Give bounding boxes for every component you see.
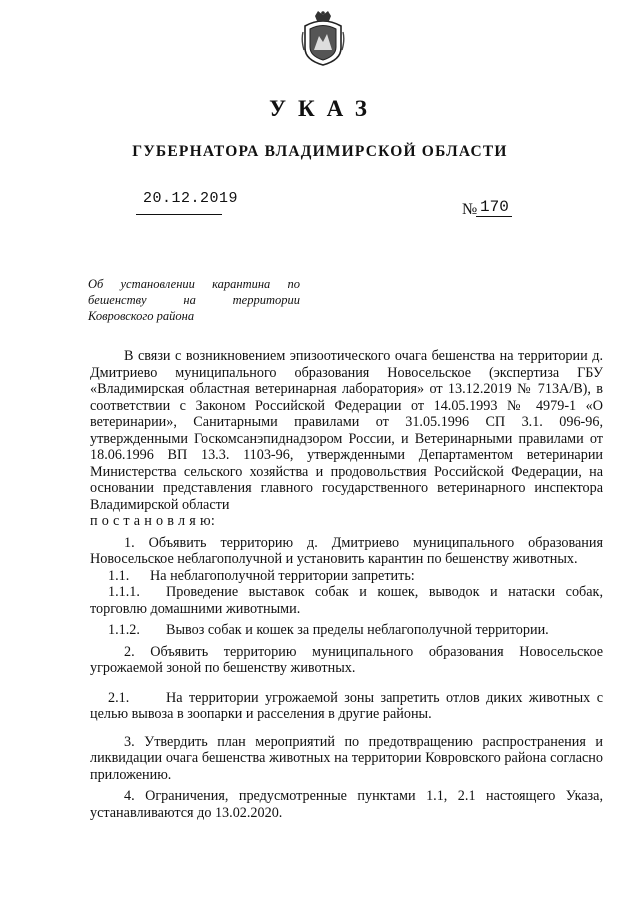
subject-line-2: бешенству на территории xyxy=(88,293,300,307)
item-4: 4. Ограничения, предусмотренные пунктами 1.1, 2.1 настоящего Указа, устанавливаются до 13.02.2020. xyxy=(90,788,603,821)
item-1: 1. Объявить территорию д. Дмитриево муниципального образования Новосельское неблагополучной и установить карантин по бешенству животных. xyxy=(90,534,603,567)
item-1-1-2: 1.1.2. Вывоз собак и кошек за пределы неблагополучной территории. xyxy=(108,622,549,638)
item-2: 2. Объявить территорию муниципального образования Новосельское угрожаемой зоной по бешенству животных. xyxy=(90,643,604,676)
subject-line-3: Ковровского района xyxy=(88,309,195,323)
item-3: 3. Утвердить план мероприятий по предотвращению распространения и ликвидации очага бешенства животных на территории Ковровского района согласно приложению. xyxy=(90,733,603,783)
subject-line-1: Об установлении карантина по xyxy=(88,277,300,291)
preamble-paragraph: В связи с возникновением эпизоотического очага бешенства на территории д. Дмитриево муниципального образования Новосельское (экспертиза ГБУ «Владимирская областная ветеринарная лаборатория» от 13.12.2019 № 713А/В), в соответствии с Законом Российской Федерации от 14.05.1993 № 4979-1 «О ветеринарии», Санитарными правилами от 31.05.1996 СП 3.1. 096-96, утвержденными Госкомсанэпиднадзором России, и Ветеринарными правилами от 18.06.1996 ВП 13.3. 1103-96, утвержденными Департаментом ветеринарии Министерства сельского хозяйства и продовольствия Российской Федерации, на основании представления главного государственного ветеринарного инспектора Владимирской области xyxy=(90,348,603,513)
coat-of-arms-emblem-icon xyxy=(301,10,345,66)
item-2-1: 2.1. На территории угрожаемой зоны запретить отлов диких животных с целью вывоза в зоопарки и расселения в другие районы. xyxy=(90,689,603,722)
document-date: 20.12.2019 xyxy=(143,190,239,207)
document-title: УКАЗ xyxy=(269,96,379,121)
document-subtitle: ГУБЕРНАТОРА ВЛАДИМИРСКОЙ ОБЛАСТИ xyxy=(132,143,508,160)
date-underline xyxy=(136,214,222,215)
document-number: 170 xyxy=(480,198,509,216)
number-underline xyxy=(476,216,512,217)
document-subject xyxy=(88,276,300,324)
decree-word: п о с т а н о в л я ю: xyxy=(90,513,216,529)
number-prefix: № xyxy=(462,201,478,218)
item-1-1: 1.1. На неблагополучной территории запретить: xyxy=(108,567,415,584)
document-body xyxy=(90,348,603,821)
item-1-1-1: 1.1.1. Проведение выставок собак и кошек, выводок и натаски собак, торговлю домашними животными. xyxy=(90,584,603,617)
